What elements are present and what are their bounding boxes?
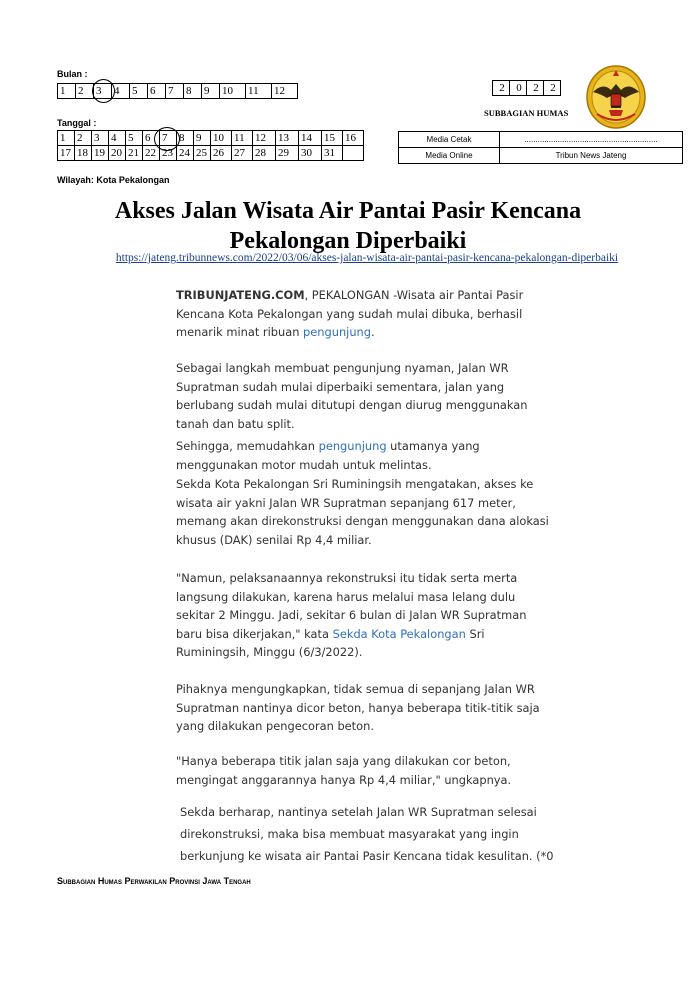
year-digit: 2 xyxy=(527,81,544,96)
text-line: menarik minat ribuan xyxy=(176,325,304,339)
tanggal-cell: 27 xyxy=(232,146,253,161)
media-label: Media Online xyxy=(399,148,500,164)
bulan-cell: 1 xyxy=(58,84,76,99)
tanggal-cell-selected: 6 xyxy=(143,131,160,146)
paragraph-8 xyxy=(180,801,554,867)
tanggal-cell: 30 xyxy=(299,146,322,161)
tanggal-cell: 29 xyxy=(276,146,299,161)
tanggal-cell: 10 xyxy=(211,131,232,146)
tanggal-cell: 20 xyxy=(109,146,126,161)
text-line: langsung dilakukan, karena harus melalui masa lelang dulu xyxy=(176,589,516,604)
text-line: utamanya yang xyxy=(386,439,480,453)
text-line: direkonstruksi, maka bisa membuat masyarakat yang ingin xyxy=(180,827,519,841)
wilayah-label: Wilayah: Kota Pekalongan xyxy=(57,175,170,185)
tanggal-cell: 24 xyxy=(177,146,194,161)
tanggal-cell: 8 xyxy=(177,131,194,146)
tanggal-cell: 28 xyxy=(253,146,276,161)
text-line: "Namun, pelaksanaannya rekonstruksi itu tidak serta merta xyxy=(176,571,518,585)
tanggal-cell: 21 xyxy=(126,146,143,161)
text-line: "Hanya beberapa titik jalan saja yang dilakukan cor beton, xyxy=(176,754,511,768)
bulan-cell: 11 xyxy=(246,84,272,99)
text-line: Ruminingsih, Minggu (6/3/2022). xyxy=(176,645,363,659)
tanggal-cell: 18 xyxy=(75,146,92,161)
text-line: berkunjung ke wisata air Pantai Pasir Kencana tidak kesulitan. (*0 xyxy=(180,849,554,863)
tanggal-cell: 26 xyxy=(211,146,232,161)
bulan-cell: 9 xyxy=(202,84,220,99)
article-title xyxy=(0,196,696,256)
paragraph-7 xyxy=(176,752,511,789)
text-line: Pihaknya mengungkapkan, tidak semua di sepanjang Jalan WR xyxy=(176,682,535,696)
source-label: TRIBUNJATENG.COM xyxy=(176,288,305,302)
bulan-cell: 7 xyxy=(166,84,184,99)
tanggal-cell: 14 xyxy=(299,131,322,146)
text-line: , PEKALONGAN -Wisata air Pantai Pasir xyxy=(304,288,524,302)
text-line: baru bisa dikerjakan," kata xyxy=(176,626,333,641)
tanggal-cell: 1 xyxy=(58,131,75,146)
text-line: Sebagai langkah membuat pengunjung nyaman, Jalan WR xyxy=(176,361,509,375)
bulan-cell: 5 xyxy=(130,84,148,99)
year-digit: 0 xyxy=(510,81,527,96)
tanggal-cell: 22 xyxy=(143,146,160,161)
text-line: berlubang sudah mulai ditutupi dengan diurug menggunakan xyxy=(176,398,528,412)
year-grid xyxy=(492,80,561,96)
text-line: khusus (DAK) senilai Rp 4,4 miliar. xyxy=(176,532,372,547)
selected-date-circle xyxy=(154,127,180,151)
media-value: Tribun News Jateng xyxy=(500,148,683,164)
text-line: yang dilakukan pengecoran beton. xyxy=(176,719,374,733)
text-line: Sehingga, memudahkan xyxy=(176,439,319,453)
tanggal-cell: 25 xyxy=(194,146,211,161)
tanggal-cell: 16 xyxy=(343,131,364,146)
paragraph-2 xyxy=(176,359,528,433)
year-digit: 2 xyxy=(544,81,561,96)
tanggal-cell: 17 xyxy=(58,146,75,161)
tanggal-cell: 23 xyxy=(160,146,177,161)
text-line: Sekda berharap, nantinya setelah Jalan WR Supratman selesai xyxy=(180,805,537,819)
media-table xyxy=(398,131,683,164)
text-line: tanah dan batu split. xyxy=(176,416,295,431)
bulan-cell: 12 xyxy=(272,84,298,99)
tanggal-cell: 7 xyxy=(160,131,177,146)
tanggal-grid xyxy=(57,130,364,161)
footer-text: Subbagian Humas Perwakilan Provinsi Jawa Tengah xyxy=(57,876,251,886)
tanggal-cell: 12 xyxy=(253,131,276,146)
tanggal-cell: 31 xyxy=(322,146,343,161)
tanggal-cell: 11 xyxy=(232,131,253,146)
paragraph-1 xyxy=(176,286,523,342)
bulan-cell: 6 xyxy=(148,84,166,99)
article-title-line: Akses Jalan Wisata Air Pantai Pasir Kencana xyxy=(114,198,582,224)
tanggal-cell: 13 xyxy=(276,131,299,146)
text-line: Supratman sudah mulai diperbaiki sementara, jalan yang xyxy=(176,379,505,394)
text-line: mengingat anggarannya hanya Rp 4,4 miliar," ungkapnya. xyxy=(176,772,512,787)
text-line: . xyxy=(371,325,375,339)
media-label: Media Cetak xyxy=(399,132,500,148)
bulan-label: Bulan : xyxy=(57,69,88,79)
paragraph-4 xyxy=(176,475,549,549)
text-line: menggunakan motor mudah untuk melintas. xyxy=(176,457,432,472)
tanggal-cell: 19 xyxy=(92,146,109,161)
sekda-link[interactable]: Sekda Kota Pekalongan xyxy=(332,626,466,641)
text-line: Sri xyxy=(465,626,485,641)
text-line: Sekda Kota Pekalongan Sri Ruminingsih mengatakan, akses ke xyxy=(176,477,534,491)
subbagian-humas-label: SUBBAGIAN HUMAS xyxy=(484,108,569,118)
media-value: ............................................................ xyxy=(500,132,683,148)
tanggal-cell: 2 xyxy=(75,131,92,146)
paragraph-3 xyxy=(176,437,480,474)
tanggal-cell: 15 xyxy=(322,131,343,146)
bulan-cell: 8 xyxy=(184,84,202,99)
text-line: memang akan direkonstruksi dengan menggunakan dana alokasi xyxy=(176,514,549,528)
year-digit: 2 xyxy=(493,81,510,96)
article-title-line: Pekalongan Diperbaiki xyxy=(229,228,467,254)
text-line: Kencana Kota Pekalongan yang sudah mulai dibuka, berhasil xyxy=(176,306,523,321)
text-line: wisata air yakni Jalan WR Supratman sepanjang 617 meter, xyxy=(176,495,516,510)
bulan-cell: 2 xyxy=(76,84,94,99)
bulan-cell: 4 xyxy=(112,84,130,99)
garuda-emblem-icon xyxy=(585,62,647,130)
text-line: Supratman nantinya dicor beton, hanya beberapa titik-titik saja xyxy=(176,700,540,715)
tanggal-cell: 4 xyxy=(109,131,126,146)
text-line: sekitar 2 Minggu. Jadi, sekitar 6 bulan di Jalan WR Supratman xyxy=(176,608,527,622)
pengunjung-link[interactable]: pengunjung xyxy=(303,325,372,339)
paragraph-5 xyxy=(176,569,526,662)
bulan-cell: 10 xyxy=(220,84,246,99)
tanggal-label: Tanggal : xyxy=(57,118,97,128)
bulan-cell-selected: 3 xyxy=(94,84,112,99)
tanggal-cell: 5 xyxy=(126,131,143,146)
tanggal-cell: 9 xyxy=(194,131,211,146)
article-url-link[interactable]: https://jateng.tribunnews.com/2022/03/06/akses-jalan-wisata-air-pantai-pasir-kencana-pekalongan-diperbaiki xyxy=(115,252,619,264)
tanggal-cell xyxy=(343,146,364,161)
tanggal-cell: 3 xyxy=(92,131,109,146)
pengunjung-link[interactable]: pengunjung xyxy=(318,439,387,453)
paragraph-6 xyxy=(176,680,540,736)
selected-month-circle xyxy=(92,79,115,103)
